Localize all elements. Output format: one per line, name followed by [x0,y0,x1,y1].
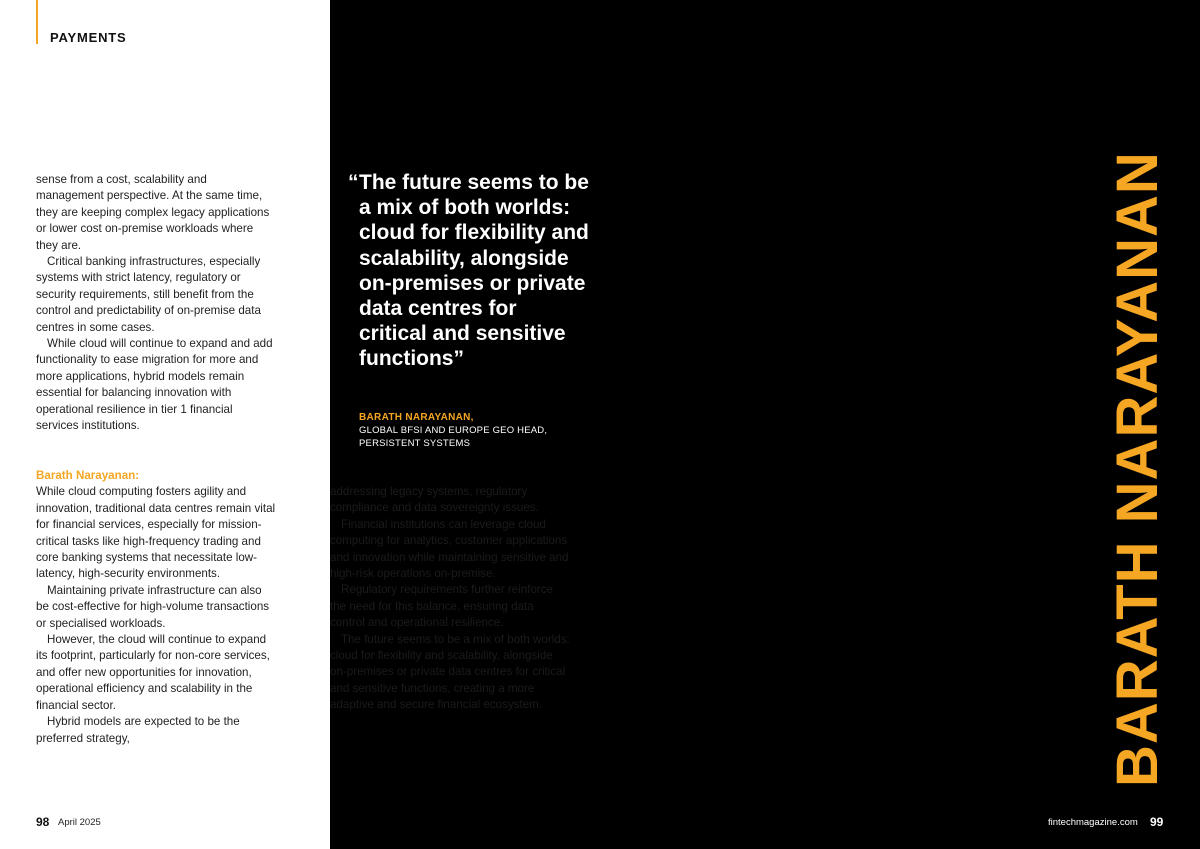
left-page-number: 98 [36,815,50,829]
paragraph: Hybrid models are expected to be the preferred strategy, [36,715,240,745]
pull-quote: The future seems to be a mix of both worlds: cloud for flexibility and scalability, alongside on-premises or private data centres for critical and sensitive functions” [359,171,589,371]
quote-attribution-role: GLOBAL BFSI AND EUROPE GEO HEAD, PERSISTENT SYSTEMS [359,425,548,449]
dark-column-text [330,484,570,714]
left-column-bottom [36,468,276,747]
paragraph: While cloud will continue to expand and add functionality to ease migration for more and more applications, hybrid models remain essential for balancing innovation with operational resilience in tier 1 financial services institutions. [36,337,273,433]
paragraph: The future seems to be a mix of both worlds: cloud for flexibility and scalability, alongside on-premises or private data centres for critical and sensitive functions, creating a more adaptive and secure financial ecosystem. [330,632,570,712]
paragraph: addressing legacy systems, regulatory compliance and data sovereignty issues. [330,485,539,515]
vertical-speaker-name: BARATH NARAYANAN [1105,151,1170,787]
open-quote-mark: “ [348,171,359,194]
paragraph: Critical banking infrastructures, especially systems with strict latency, regulatory or security requirements, still benefit from the control and predictability of on-premise data centres in some cases. [36,255,261,334]
section-label: PAYMENTS [50,30,127,45]
right-page-number: 99 [1150,815,1164,829]
paragraph: sense from a cost, scalability and management perspective. At the same time, they are keeping complex legacy applications or lower cost on-premise workloads where they are. [36,173,270,252]
section-accent-rule [36,0,38,44]
quote-attribution-name: BARATH NARAYANAN, [359,412,474,423]
website-link[interactable]: fintechmagazine.com [1048,817,1138,828]
paragraph: Maintaining private infrastructure can also be cost-effective for high-volume transactions or specialised workloads. [36,583,270,630]
paragraph: Regulatory requirements further reinforce the need for this balance, ensuring data control and operational resilience. [330,583,554,630]
speaker-name: Barath Narayanan: [36,469,140,482]
left-column-top [36,172,276,435]
paragraph: While cloud computing fosters agility and innovation, traditional data centres remain vital for financial services, especially for mission-critical tasks like high-frequency trading and core banking systems that necessitate low-latency, high-security environments. [36,485,276,581]
paragraph: Financial institutions can leverage cloud computing for analytics, customer applications and innovation while maintaining sensitive and high-risk operations on-premise. [330,517,569,581]
paragraph: However, the cloud will continue to expand its footprint, particularly for non-core services, and offer new opportunities for innovation, operational efficiency and scalability in the financial sector. [36,633,270,712]
issue-date: April 2025 [58,817,101,828]
